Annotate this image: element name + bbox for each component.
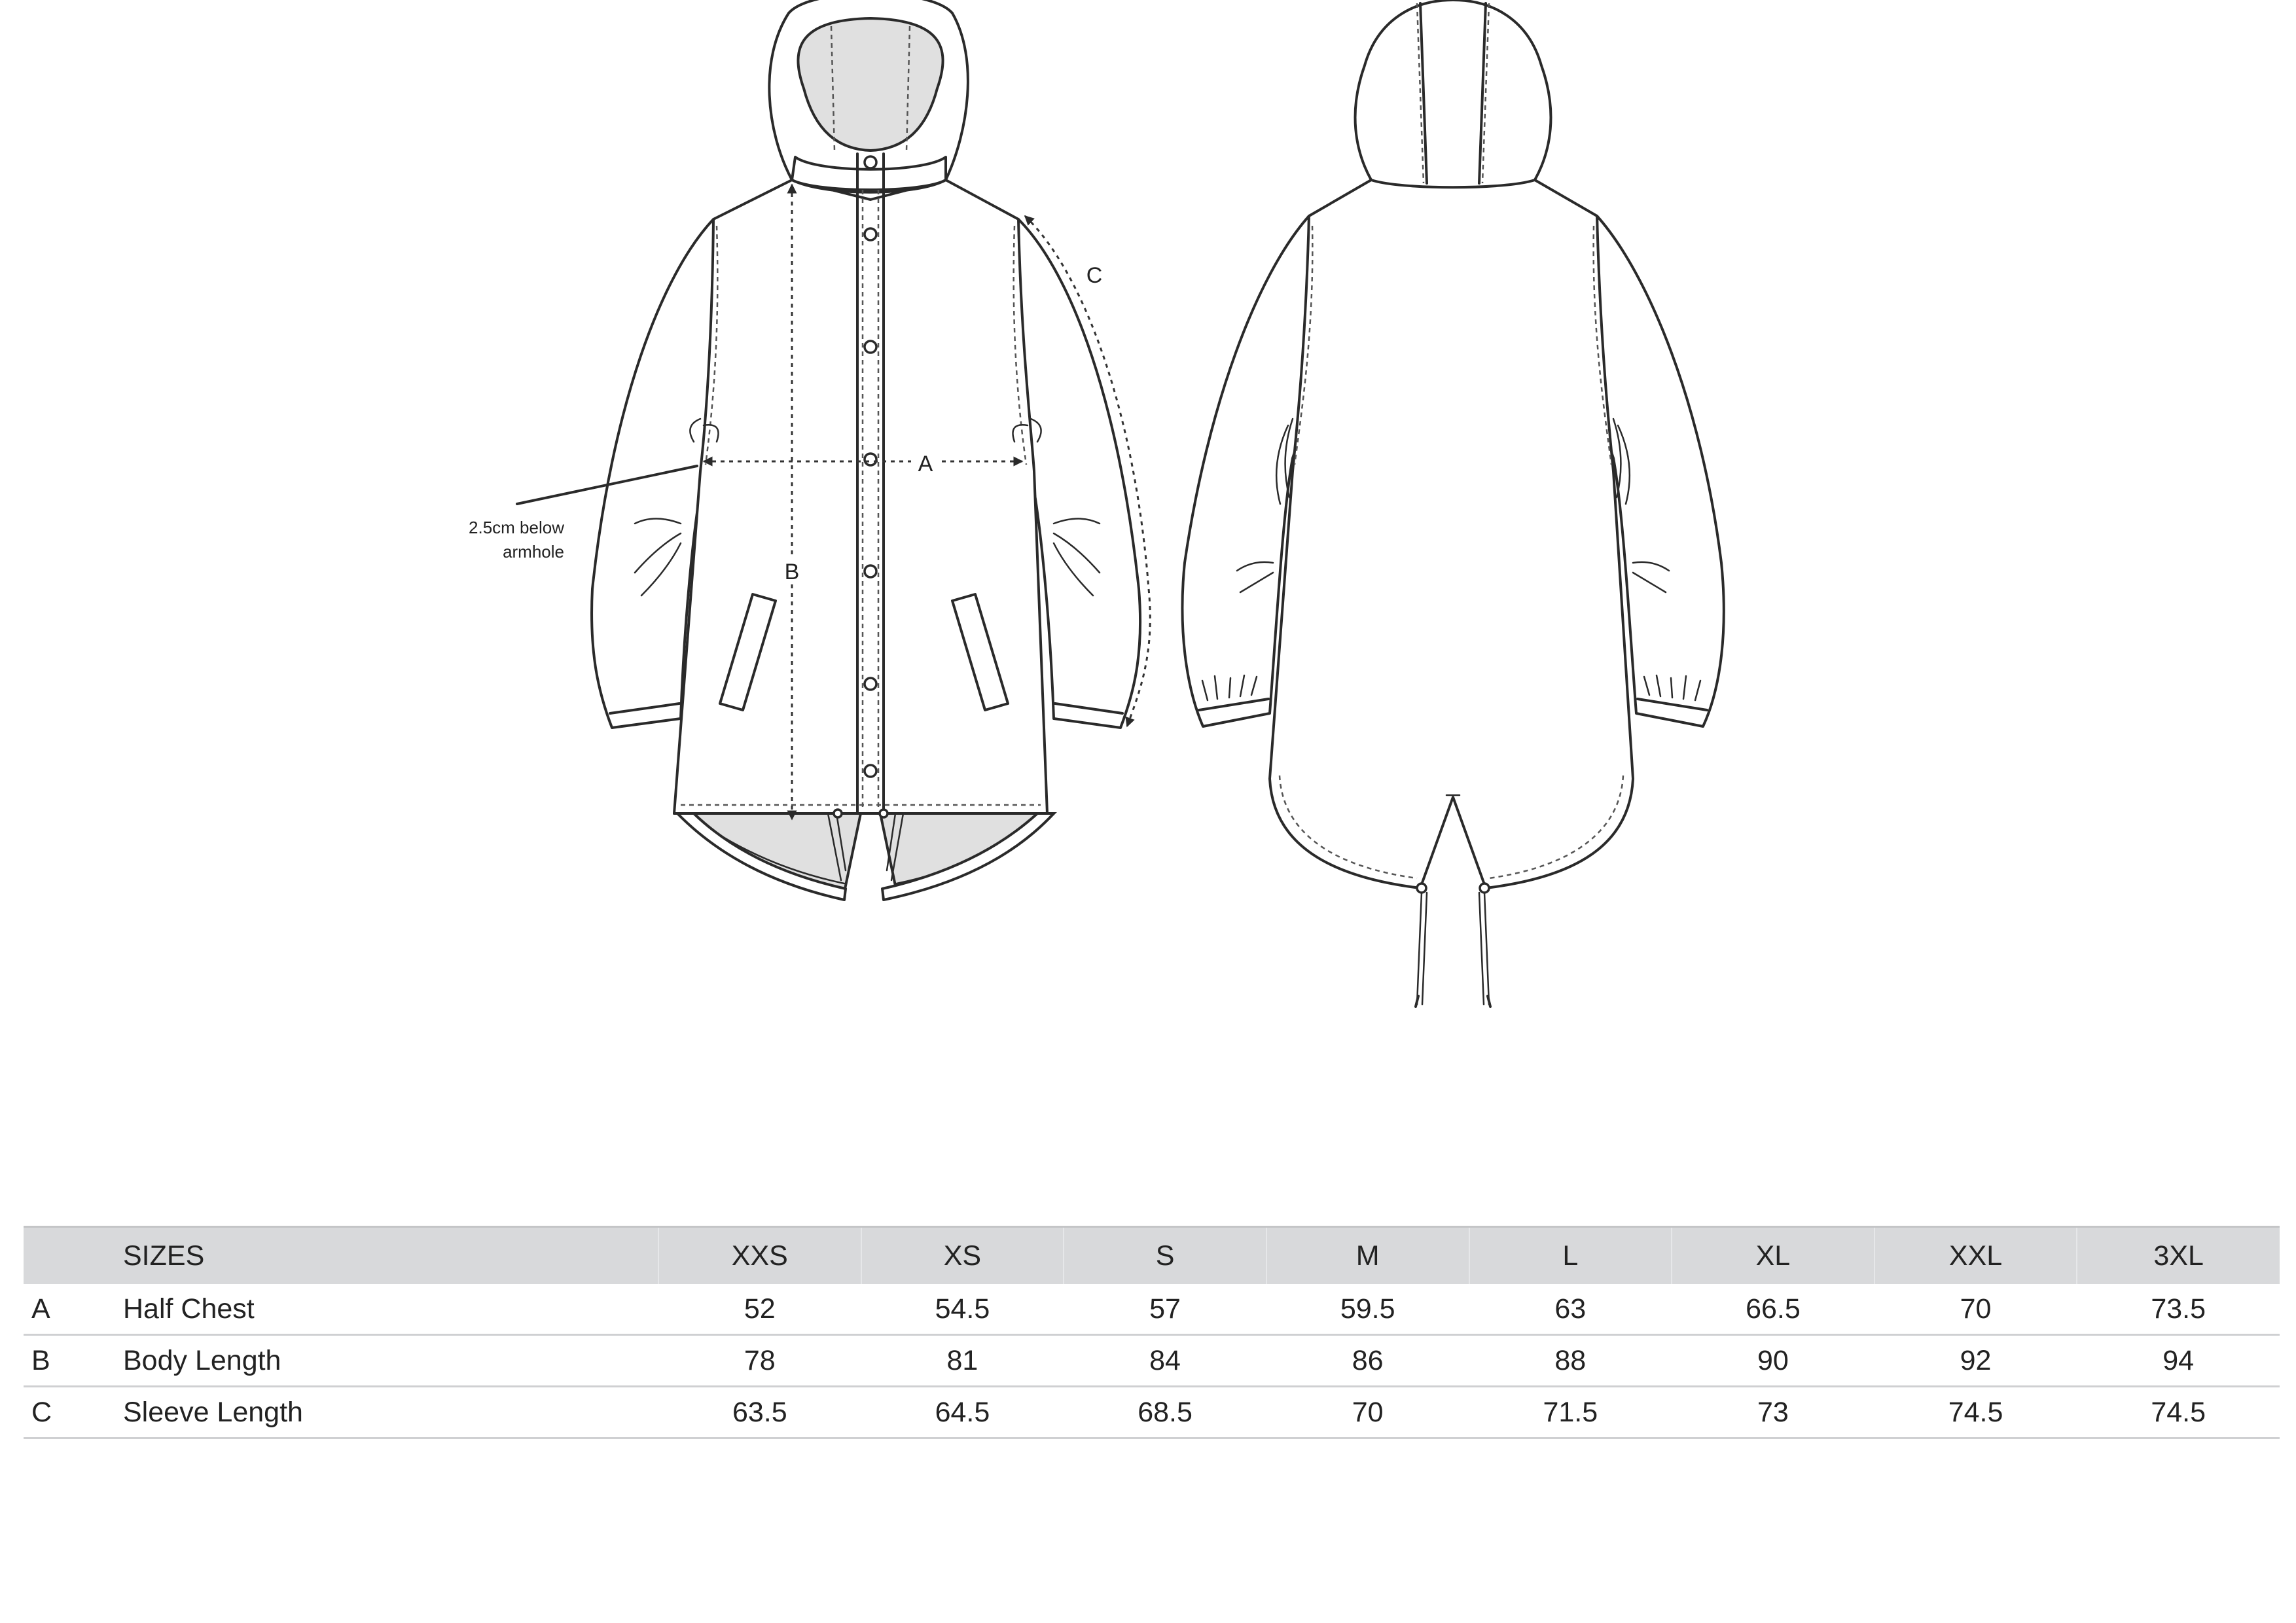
measurement-cell: 73	[1672, 1387, 1874, 1438]
button	[865, 454, 876, 465]
measurement-cell: 92	[1874, 1335, 2077, 1387]
size-header-row	[24, 1227, 2280, 1285]
dimension-c-label: C	[1086, 263, 1103, 288]
button	[865, 565, 876, 577]
measurement-cell: 78	[658, 1335, 861, 1387]
table-row-sleeve-length	[24, 1387, 2280, 1438]
size-header-xl: XL	[1672, 1227, 1874, 1285]
measurement-note-line-2: armhole	[503, 542, 564, 562]
measurement-cell: 81	[861, 1335, 1064, 1387]
table-row-half-chest	[24, 1284, 2280, 1335]
row-label: Body Length	[120, 1335, 658, 1387]
measurement-cell: 90	[1672, 1335, 1874, 1387]
measurement-cell: 63.5	[658, 1387, 861, 1438]
measurement-cell: 54.5	[861, 1284, 1064, 1335]
dimension-a-label: A	[918, 452, 933, 476]
back-hood	[1355, 0, 1551, 187]
size-header-xs: XS	[861, 1227, 1064, 1285]
row-key: B	[24, 1335, 120, 1387]
sizes-header: SIZES	[120, 1227, 658, 1285]
row-label: Half Chest	[120, 1284, 658, 1335]
front-body	[674, 180, 1047, 813]
button	[865, 765, 876, 777]
measurement-cell: 59.5	[1266, 1284, 1469, 1335]
measurement-cell: 71.5	[1469, 1387, 1672, 1438]
measurement-cell: 88	[1469, 1335, 1672, 1387]
measurement-cell: 63	[1469, 1284, 1672, 1335]
button	[865, 678, 876, 690]
header-key-cell	[24, 1227, 120, 1285]
size-header-3xl: 3XL	[2077, 1227, 2280, 1285]
front-view	[469, 0, 1150, 900]
size-header-xxl: XXL	[1874, 1227, 2077, 1285]
size-header-s: S	[1064, 1227, 1266, 1285]
measurement-cell: 84	[1064, 1335, 1266, 1387]
measurement-cell: 73.5	[2077, 1284, 2280, 1335]
measurement-cell: 70	[1874, 1284, 2077, 1335]
measurement-cell: 66.5	[1672, 1284, 1874, 1335]
size-header-m: M	[1266, 1227, 1469, 1285]
measurement-cell: 64.5	[861, 1387, 1064, 1438]
measurement-note-line-1: 2.5cm below	[469, 518, 564, 537]
measurement-cell: 74.5	[1874, 1387, 2077, 1438]
measurement-cell: 94	[2077, 1335, 2280, 1387]
measurement-cell: 68.5	[1064, 1387, 1266, 1438]
dimension-b-label: B	[784, 560, 800, 584]
measurement-cell: 70	[1266, 1387, 1469, 1438]
table-row-body-length	[24, 1335, 2280, 1387]
measurement-cell: 57	[1064, 1284, 1266, 1335]
button	[865, 156, 876, 168]
back-view	[1182, 0, 1723, 1007]
back-body	[1270, 180, 1633, 888]
measurement-cell: 52	[658, 1284, 861, 1335]
measurement-cell: 86	[1266, 1335, 1469, 1387]
row-key: A	[24, 1284, 120, 1335]
size-header-xxs: XXS	[658, 1227, 861, 1285]
button	[865, 228, 876, 240]
row-label: Sleeve Length	[120, 1387, 658, 1438]
size-header-l: L	[1469, 1227, 1672, 1285]
row-key: C	[24, 1387, 120, 1438]
measurement-cell: 74.5	[2077, 1387, 2280, 1438]
size-chart-table	[24, 1226, 2280, 1439]
button	[865, 341, 876, 353]
